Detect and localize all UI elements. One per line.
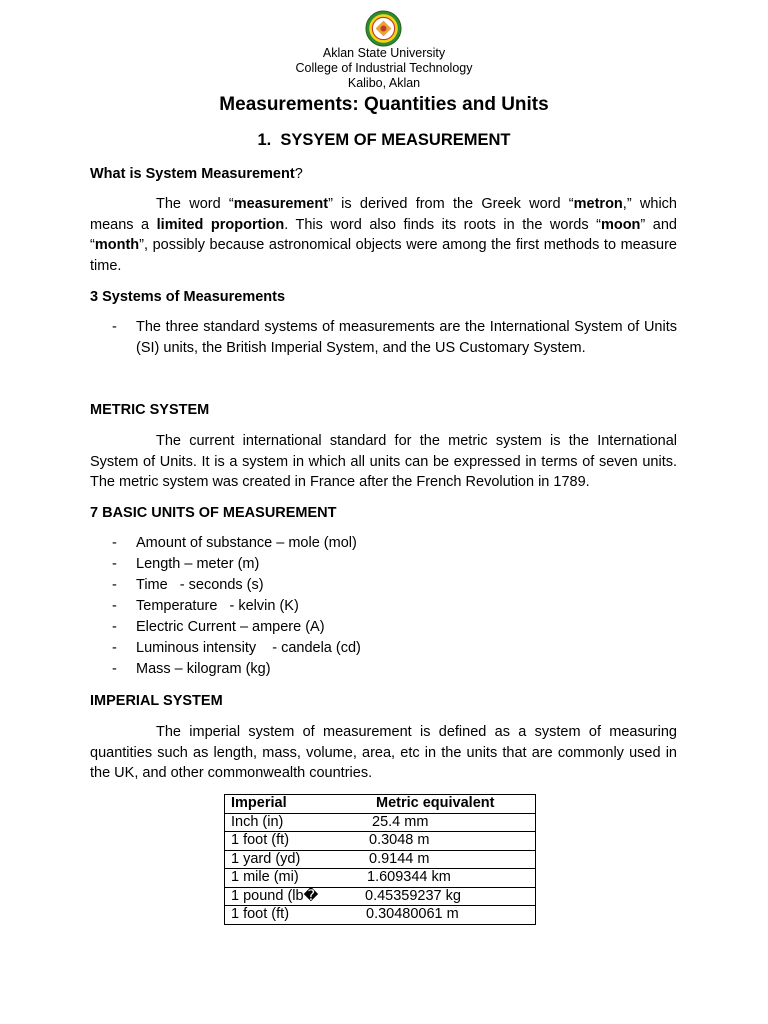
table-header-row — [225, 795, 536, 814]
table-cell: 25.4 mm — [352, 813, 536, 832]
university-seal-icon — [365, 10, 402, 47]
bullet-dash: - — [112, 640, 117, 656]
list-item — [112, 554, 677, 575]
table-row — [225, 832, 536, 851]
imperial-heading: IMPERIAL SYSTEM — [90, 693, 223, 709]
list-item-text: Electric Current – ampere (A) — [136, 619, 325, 635]
what-is-paragraph — [90, 194, 677, 277]
bold-term: limited proportion — [156, 216, 285, 233]
list-item — [112, 617, 677, 638]
table-cell: Inch (in) — [225, 813, 353, 832]
para-text: ” is derived from the Greek word “ — [328, 196, 574, 212]
imperial-paragraph: The imperial system of measurement is defined as a system of measuring quantities such as length, mass, volume, area, etc in the units that are commonly used in the UK, and other commonwealth countries. — [90, 724, 677, 782]
college-name: College of Industrial Technology — [295, 61, 473, 75]
para-text: The word “ — [156, 196, 234, 212]
what-is-heading-text: What is System Measurement — [90, 166, 295, 182]
column-header: Metric equivalent — [352, 795, 536, 814]
metric-paragraph: The current international standard for the metric system is the International System of Units. It is a system in which all units can be expressed in terms of seven units. The metric system was created in France after the French Revolution in 1789. — [90, 433, 677, 491]
bullet-dash: - — [112, 598, 117, 614]
list-item — [112, 638, 677, 659]
para-text: . This word also finds its roots in the words “ — [284, 216, 601, 233]
location: Kalibo, Aklan — [347, 76, 421, 90]
table-row — [225, 850, 536, 869]
list-item-text: Length – meter (m) — [136, 556, 260, 572]
what-is-heading-tail: ? — [294, 166, 303, 182]
table-cell: 1.609344 km — [352, 869, 536, 888]
table-cell: 0.9144 m — [352, 850, 536, 869]
three-systems-heading: 3 Systems of Measurements — [90, 289, 286, 305]
bold-term: measurement — [233, 196, 329, 212]
list-item — [112, 596, 677, 617]
column-header: Imperial — [225, 795, 353, 814]
table-cell: 1 mile (mi) — [225, 869, 353, 888]
section-heading — [0, 131, 768, 150]
list-item-text: The three standard systems of measurements are the International System of Units (SI) units, the British Imperial System, and the US Customary System. — [136, 319, 677, 356]
table-row — [225, 869, 536, 888]
conversion-table — [224, 794, 536, 925]
bullet-dash: - — [112, 661, 117, 677]
table-cell: 1 foot (ft) — [225, 832, 353, 851]
table-cell: 0.30480061 m — [352, 906, 536, 925]
list-item-text: Temperature - kelvin (K) — [136, 598, 299, 614]
list-item-text: Mass – kilogram (kg) — [136, 661, 271, 677]
what-is-heading — [90, 164, 303, 184]
list-item-text: Time - seconds (s) — [136, 577, 264, 593]
para-text: ” and “ — [90, 216, 677, 254]
university-name: Aklan State University — [322, 46, 446, 60]
section-number: 1. — [257, 131, 272, 149]
table-cell: 0.45359237 kg — [352, 887, 536, 906]
page-title: Measurements: Quantities and Units — [219, 94, 549, 115]
para-text: ,” which means a — [90, 196, 677, 233]
bold-term: metron — [573, 196, 623, 212]
list-item-text: Amount of substance – mole (mol) — [136, 535, 357, 551]
table-row — [225, 887, 536, 906]
table-row — [225, 813, 536, 832]
table-row — [225, 906, 536, 925]
bold-term: moon — [600, 216, 641, 233]
basic-units-heading: 7 BASIC UNITS OF MEASUREMENT — [90, 505, 337, 521]
bullet-dash: - — [112, 619, 117, 635]
list-item — [112, 317, 677, 359]
table-cell: 1 pound (lb� — [225, 887, 353, 906]
bullet-dash: - — [112, 556, 117, 572]
table-cell: 1 foot (ft) — [225, 906, 353, 925]
section-title: SYSYEM OF MEASUREMENT — [280, 131, 511, 149]
table-cell: 0.3048 m — [352, 832, 536, 851]
list-item-text: Luminous intensity - candela (cd) — [136, 640, 361, 656]
para-text: ”, possibly because astronomical objects were among the first methods to measure time. — [90, 237, 677, 275]
bullet-dash: - — [112, 577, 117, 593]
bullet-dash: - — [112, 535, 117, 551]
bold-term: month — [94, 237, 140, 254]
metric-heading: METRIC SYSTEM — [90, 402, 210, 418]
list-item — [112, 533, 677, 554]
table-cell: 1 yard (yd) — [225, 850, 353, 869]
list-item — [112, 659, 677, 680]
list-item — [112, 575, 677, 596]
bullet-dash: - — [112, 319, 117, 335]
